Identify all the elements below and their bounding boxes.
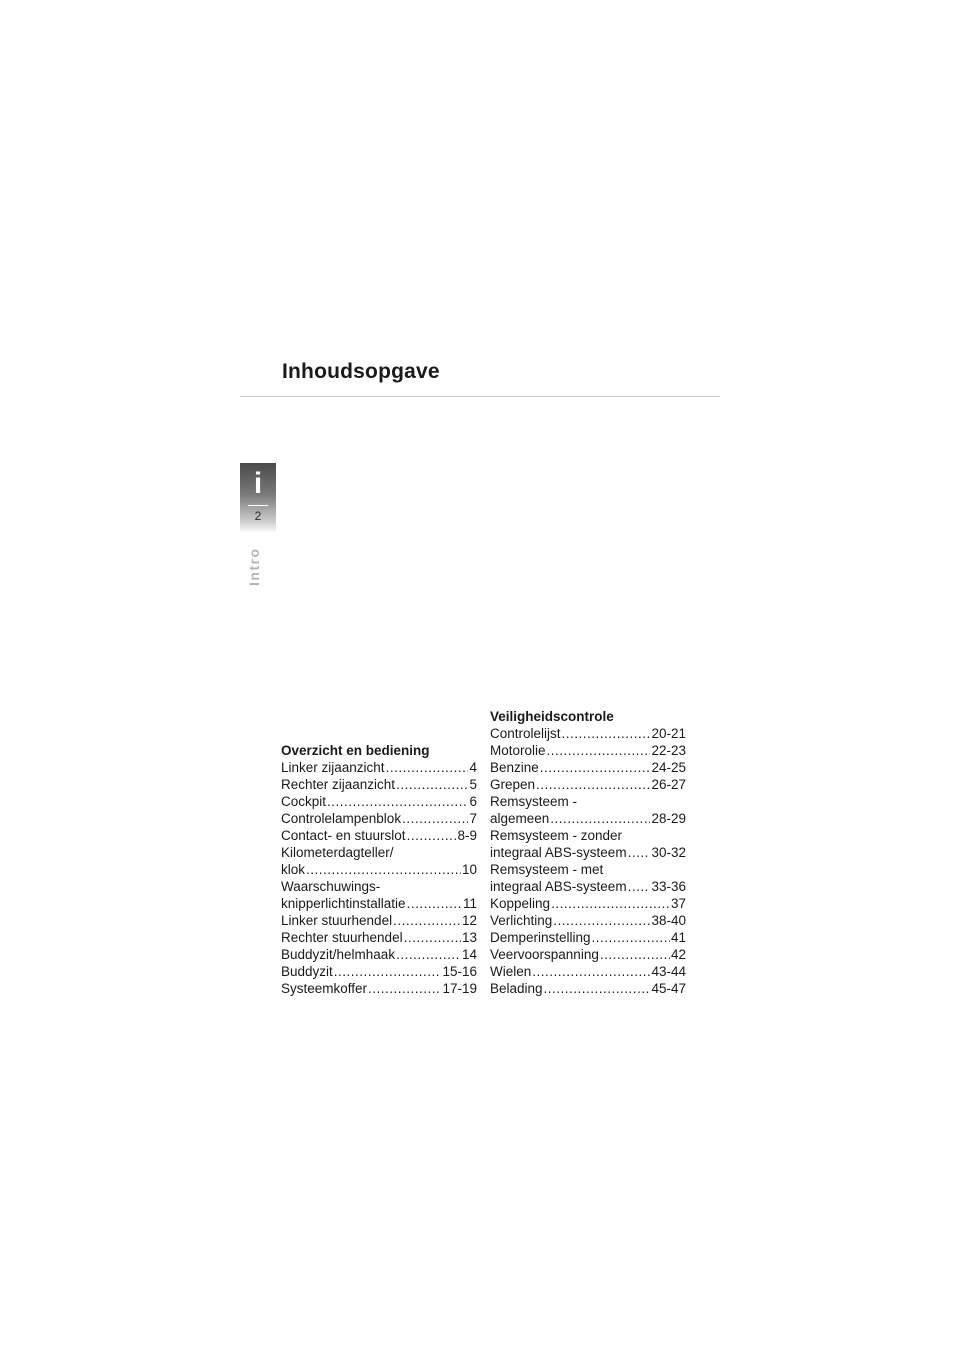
toc-entry[interactable]: [281, 878, 477, 912]
toc-entry-title: Benzine: [490, 760, 539, 775]
toc-entry-title: Buddyzit/helmhaak: [281, 947, 396, 962]
toc-entry-title: Controlelampenblok: [281, 811, 402, 826]
dot-leader: [592, 929, 670, 946]
toc-entry-title: algemeen: [490, 811, 550, 826]
toc-entry-title: Cockpit: [281, 794, 327, 809]
toc-entry-page: 12: [461, 913, 477, 928]
dot-leader: [306, 861, 461, 878]
dot-leader: [553, 912, 650, 929]
toc-entry-page: 11: [462, 896, 477, 911]
toc-entry-page: 37: [670, 896, 686, 911]
toc-entry-page: 7: [469, 811, 477, 826]
dot-leader: [562, 725, 651, 742]
toc-entry-title: Rechter zijaanzicht: [281, 777, 396, 792]
toc-entry[interactable]: [281, 963, 477, 980]
tab-divider: [248, 505, 268, 506]
toc-column-right: [490, 708, 686, 997]
toc-entry-page: 17-19: [442, 981, 477, 996]
info-icon: i: [253, 467, 263, 500]
dot-leader: [628, 844, 651, 861]
dot-leader: [407, 895, 462, 912]
dot-leader: [536, 776, 650, 793]
dot-leader: [396, 776, 468, 793]
dot-leader: [628, 878, 651, 895]
toc-entry[interactable]: [281, 776, 477, 793]
toc-entry[interactable]: [281, 844, 477, 878]
toc-entry-title-line: Kilometerdagteller/: [281, 845, 394, 860]
toc-entry-page: 8-9: [457, 828, 477, 843]
toc-entry[interactable]: [490, 963, 686, 980]
toc-entry-title: Linker zijaanzicht: [281, 760, 385, 775]
page-number: 2: [254, 509, 262, 523]
toc-entry[interactable]: [490, 912, 686, 929]
toc-entry-title: Contact- en stuurslot: [281, 828, 406, 843]
page-title: Inhoudsopgave: [282, 360, 440, 383]
dot-leader: [540, 759, 651, 776]
dot-leader: [544, 980, 651, 997]
toc-entry-page: 22-23: [651, 743, 686, 758]
dot-leader: [600, 946, 670, 963]
toc-entry[interactable]: [490, 793, 686, 827]
toc-entry[interactable]: [281, 793, 477, 810]
toc-entry-title: integraal ABS-systeem: [490, 879, 627, 894]
toc-list: [281, 759, 477, 997]
toc-entry-title: Veervoorspanning: [490, 947, 599, 962]
toc-entry-page: 26-27: [651, 777, 686, 792]
dot-leader: [551, 895, 670, 912]
toc-entry-title: Rechter stuurhendel: [281, 930, 403, 945]
toc-entry-title: Motorolie: [490, 743, 546, 758]
dot-leader: [407, 827, 457, 844]
dot-leader: [327, 793, 468, 810]
toc-entry-page: 30-32: [651, 845, 686, 860]
toc-entry-page: 33-36: [651, 879, 686, 894]
toc-entry[interactable]: [490, 895, 686, 912]
toc-entry[interactable]: [281, 827, 477, 844]
toc-entry[interactable]: [490, 742, 686, 759]
toc-entry-title: Verlichting: [490, 913, 553, 928]
dot-leader: [550, 810, 650, 827]
dot-leader: [393, 912, 461, 929]
toc-entry-title-line: Remsysteem - met: [490, 862, 604, 877]
toc-entry-page: 10: [461, 862, 477, 877]
toc-entry[interactable]: [281, 946, 477, 963]
title-divider: [240, 396, 720, 397]
section-heading: Overzicht en bediening: [281, 743, 430, 758]
toc-entry-page: 6: [469, 794, 477, 809]
toc-entry[interactable]: [490, 980, 686, 997]
toc-entry-page: 42: [670, 947, 686, 962]
toc-entry-title: knipperlichtinstallatie: [281, 896, 406, 911]
toc-entry-title: Linker stuurhendel: [281, 913, 393, 928]
toc-entry[interactable]: [281, 810, 477, 827]
dot-leader: [532, 963, 650, 980]
toc-entry-title: Controlelijst: [490, 726, 561, 741]
dot-leader: [547, 742, 651, 759]
toc-entry-title: Wielen: [490, 964, 532, 979]
toc-entry-title-line: Waarschuwings-: [281, 879, 381, 894]
section-label: Intro: [246, 547, 262, 586]
dot-leader: [404, 929, 461, 946]
toc-entry[interactable]: [490, 946, 686, 963]
toc-entry-title: Koppeling: [490, 896, 551, 911]
dot-leader: [386, 759, 469, 776]
toc-entry[interactable]: [490, 725, 686, 742]
toc-entry[interactable]: [490, 776, 686, 793]
toc-entry-page: 20-21: [651, 726, 686, 741]
section-heading: Veiligheidscontrole: [490, 709, 614, 724]
dot-leader: [334, 963, 442, 980]
section-tab: [240, 463, 276, 533]
dot-leader: [396, 946, 461, 963]
toc-entry[interactable]: [281, 929, 477, 946]
toc-entry-title: Systeemkoffer: [281, 981, 368, 996]
toc-entry[interactable]: [490, 929, 686, 946]
toc-entry-page: 45-47: [651, 981, 686, 996]
toc-entry-page: 14: [461, 947, 477, 962]
toc-list: [490, 725, 686, 997]
toc-entry[interactable]: [490, 861, 686, 895]
toc-entry-page: 4: [469, 760, 477, 775]
toc-entry-title: Buddyzit: [281, 964, 333, 979]
dot-leader: [368, 980, 441, 997]
toc-entry-page: 43-44: [651, 964, 686, 979]
toc-entry-title: integraal ABS-systeem: [490, 845, 627, 860]
toc-column-left: [281, 742, 477, 997]
toc-entry[interactable]: [490, 759, 686, 776]
toc-entry-title: Grepen: [490, 777, 536, 792]
dot-leader: [402, 810, 468, 827]
toc-entry-title: klok: [281, 862, 306, 877]
toc-entry-page: 15-16: [442, 964, 477, 979]
toc-entry-page: 24-25: [651, 760, 686, 775]
toc-entry-title: Belading: [490, 981, 543, 996]
toc-entry-page: 38-40: [651, 913, 686, 928]
toc-entry[interactable]: [490, 827, 686, 861]
toc-entry[interactable]: [281, 980, 477, 997]
toc-entry[interactable]: [281, 912, 477, 929]
toc-entry-title-line: Remsysteem - zonder: [490, 828, 623, 843]
toc-entry-page: 5: [469, 777, 477, 792]
toc-entry-page: 13: [461, 930, 477, 945]
toc-entry-page: 41: [670, 930, 686, 945]
toc-entry-page: 28-29: [651, 811, 686, 826]
toc-entry-title: Demperinstelling: [490, 930, 591, 945]
toc-entry[interactable]: [281, 759, 477, 776]
toc-entry-title-line: Remsysteem -: [490, 794, 578, 809]
